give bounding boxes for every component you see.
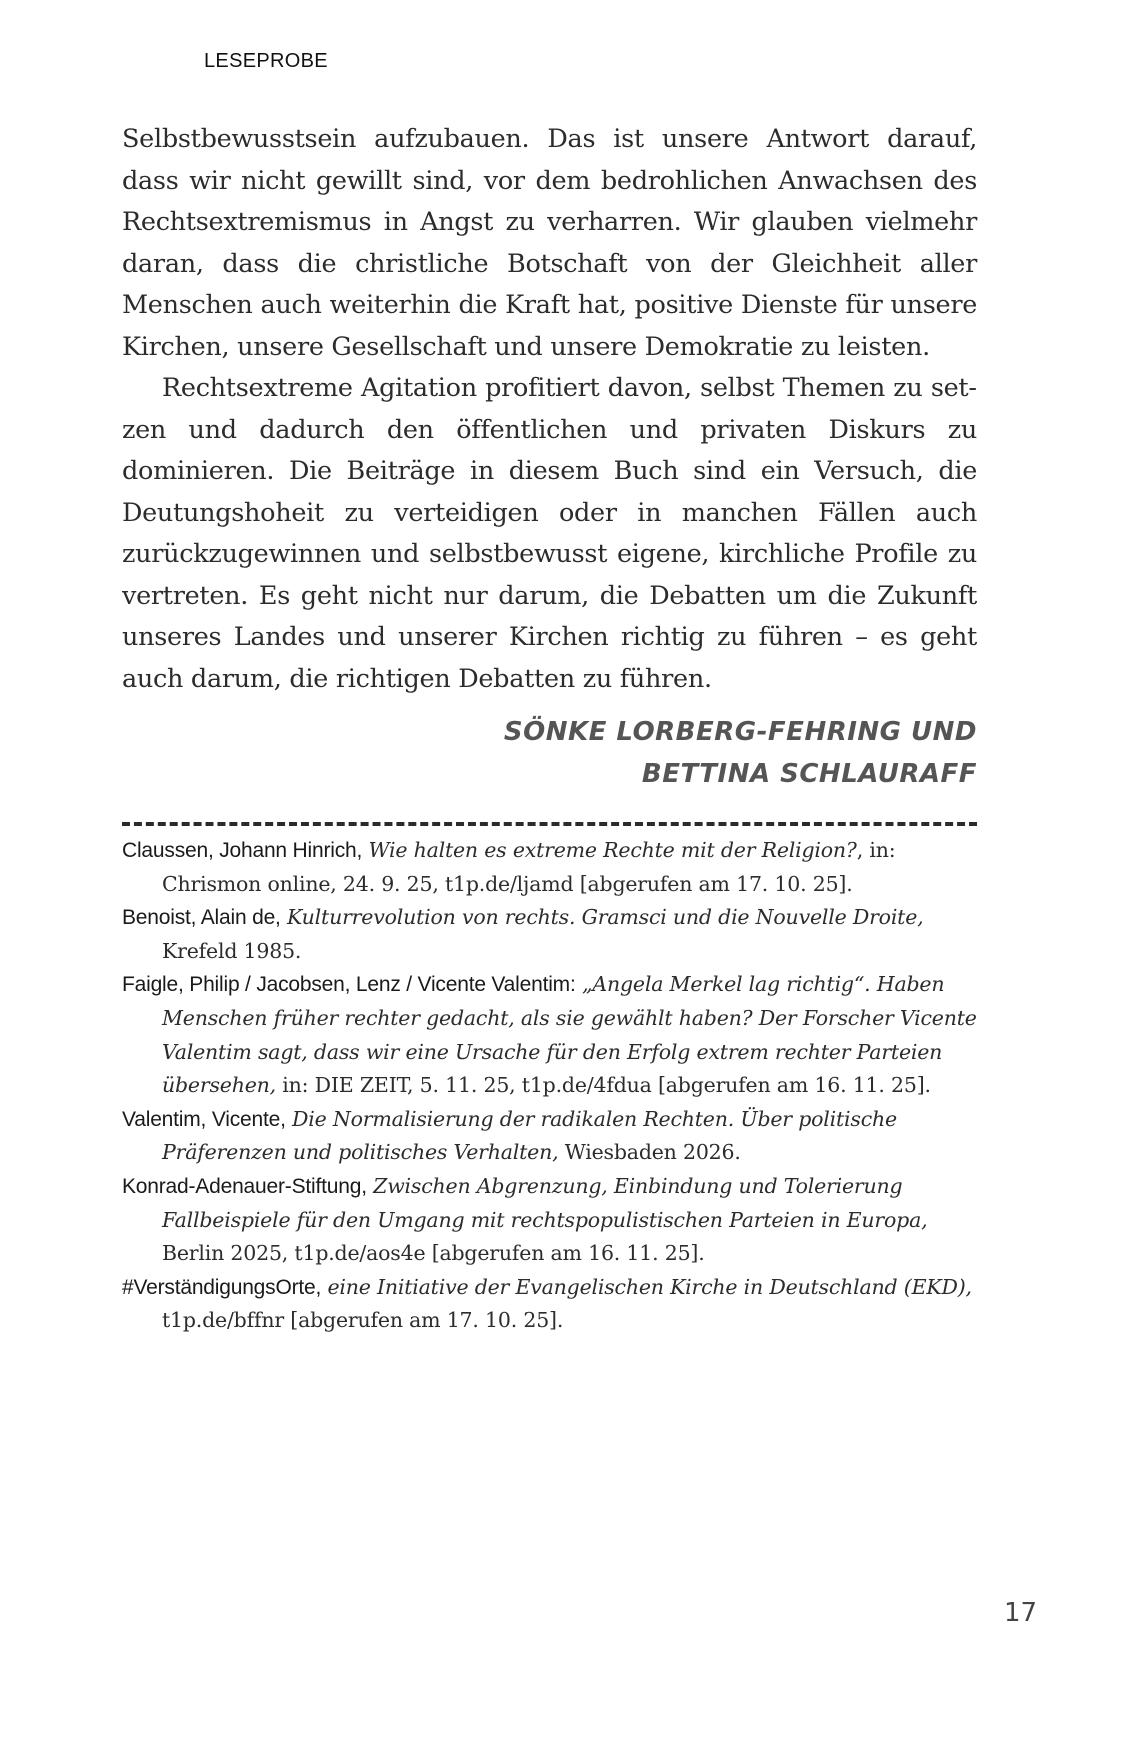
author-line: SÖNKE LORBERG-FEHRING UND	[503, 717, 977, 747]
reference-author: Faigle, Philip / Jacobsen, Lenz / Vicente Valentim:	[122, 973, 576, 997]
author-line: BETTINA SCHLAURAFF	[641, 759, 977, 789]
reference-entry	[122, 1271, 977, 1338]
reference-author: Konrad-Adenauer-Stiftung,	[122, 1174, 367, 1198]
dashed-divider	[122, 822, 977, 826]
reference-title: Kulturrevolution von rechts. Gramsci und die Nouvelle Droite,	[287, 905, 924, 930]
author-signature	[504, 711, 977, 795]
reference-author: Benoist, Alain de,	[122, 906, 281, 930]
reference-details: Wiesbaden 2026.	[558, 1140, 741, 1165]
reference-entry	[122, 901, 977, 968]
page-header: LESEPROBE	[204, 50, 328, 72]
reference-entry	[122, 968, 977, 1102]
reference-details: in: DIE ZEIT, 5. 11. 25, t1p.de/4fdua [abgerufen am 16. 11. 25].	[275, 1073, 931, 1098]
reference-details: t1p.de/bffnr [abgerufen am 17. 10. 25].	[162, 1308, 564, 1333]
reference-details: , in: Chrismon online, 24. 9. 25, t1p.de/ljamd [abgerufen am 17. 10. 25].	[162, 838, 896, 896]
reference-title: eine Initiative der Evangelischen Kirche in Deutschland (EKD),	[327, 1274, 972, 1299]
reference-entry	[122, 1170, 977, 1271]
reference-title: Die Normalisierung der radikalen Rechten. Über politische Präferenzen und politisches Verhalten,	[162, 1106, 897, 1165]
paragraph: Selbstbewusstsein aufzubauen. Das ist unsere Antwort darauf, dass wir nicht gewillt sind, vor dem bedrohlichen Anwachsen des Rechtsextremismus in Angst zu verharren. Wir glauben vielmehr daran, dass die christliche Botschaft von der Gleichheit aller Menschen auch weiterhin die Kraft hat, positive Dienste für unsere Kirchen, unsere Gesellschaft und unsere Demokratie zu leisten.	[122, 124, 977, 362]
reference-details: Krefeld 1985.	[162, 938, 302, 963]
reference-list	[122, 834, 977, 1338]
reference-details: Berlin 2025, t1p.de/aos4e [abgerufen am 16. 11. 25].	[162, 1241, 705, 1266]
paragraph: Rechtsextreme Agitation profitiert davon, selbst Themen zu setzen und dadurch den öffentlichen und privaten Diskurs zu dominieren. Die Beiträge in diesem Buch sind ein Versuch, die Deutungshoheit zu verteidigen oder in manchen Fällen auch zurückzugewinnen und selbstbewusst eigene, kirchliche Profile zu vertreten. Es geht nicht nur darum, die Debatten um die Zukunft unseres Landes und unserer Kirchen richtig zu führen – es geht auch darum, die richtigen Debatten zu führen.	[122, 373, 977, 694]
reference-author: Claussen, Johann Hinrich,	[122, 839, 363, 862]
reference-author: #VerständigungsOrte,	[122, 1275, 322, 1299]
reference-title: Wie halten es extreme Rechte mit der Religion?	[368, 838, 857, 862]
reference-entry	[122, 1103, 977, 1170]
page-number: 17	[1004, 1598, 1038, 1628]
body-text	[122, 119, 977, 700]
reference-author: Valentim, Vicente,	[122, 1107, 286, 1131]
reference-entry	[122, 834, 977, 901]
reference-title: „Angela Merkel lag richtig“. Haben Menschen früher rechter gedacht, als sie gewählt haben? Der Forscher Vicente Valentim sagt, dass wir eine Ursache für den Erfolg extrem rechter Parteien übersehen,	[162, 972, 977, 1098]
reference-title: Zwischen Abgrenzung, Einbindung und Tolerierung Fallbeispiele für den Umgang mit rechtspopulistischen Parteien in Europa,	[162, 1173, 928, 1232]
